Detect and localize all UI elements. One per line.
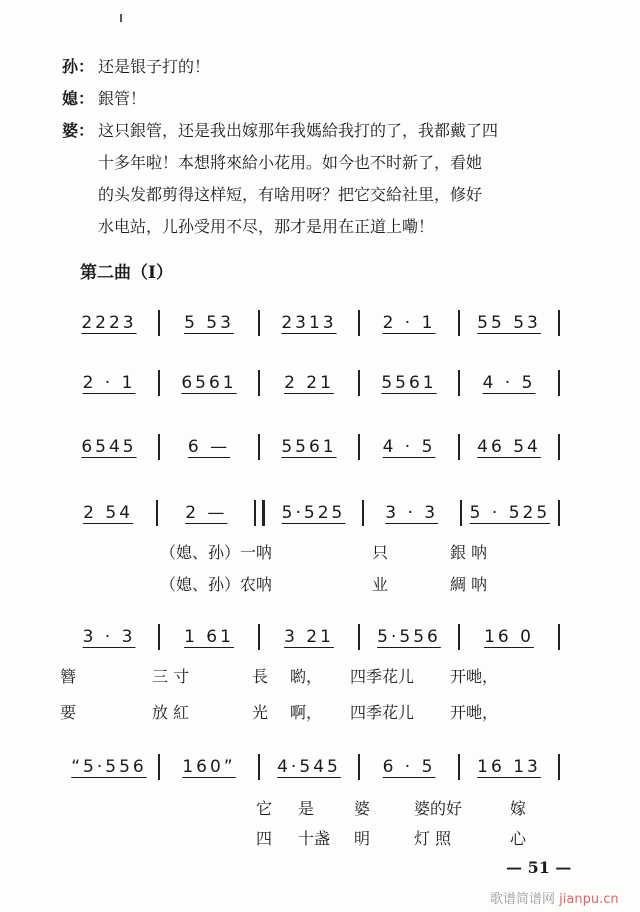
barline bbox=[558, 754, 560, 780]
lyric: 婆的好 bbox=[414, 799, 463, 818]
speaker: 媳： bbox=[62, 89, 95, 108]
score-row bbox=[60, 434, 560, 460]
dialogue-line bbox=[62, 54, 210, 77]
measure: 16 0 bbox=[484, 627, 534, 647]
measure: 6 — bbox=[187, 437, 231, 457]
watermark-cn: 歌谱简谱网 bbox=[490, 892, 556, 907]
lyric: 它 bbox=[256, 799, 273, 818]
lyric: 开哋， bbox=[450, 703, 499, 722]
measure: 2 54 bbox=[83, 503, 134, 523]
line-text: 还是银子打的！ bbox=[98, 57, 211, 76]
score-row bbox=[60, 624, 560, 650]
lyric: 开哋， bbox=[450, 667, 499, 686]
dialogue-line bbox=[62, 118, 498, 141]
score-row bbox=[60, 310, 560, 336]
lyric: 只 bbox=[372, 543, 389, 562]
measure: 2 21 bbox=[284, 373, 334, 393]
measure: 1 61 bbox=[184, 627, 234, 647]
barline bbox=[558, 370, 560, 396]
measure: 16 13 bbox=[477, 757, 541, 777]
lyric: 是 bbox=[298, 799, 315, 818]
speaker: 婆： bbox=[62, 121, 95, 140]
measure: 4 · 5 bbox=[382, 437, 436, 457]
lyric: 綢 呐 bbox=[450, 575, 488, 594]
line-text: 这只銀管，还是我出嫁那年我媽給我打的了，我都戴了四 bbox=[98, 121, 499, 140]
measure: “5·556 bbox=[71, 757, 147, 777]
measure: 2 — bbox=[185, 503, 228, 523]
measure: 6545 bbox=[81, 437, 137, 457]
measure: 55 53 bbox=[477, 313, 541, 333]
measure: 6 · 5 bbox=[382, 757, 436, 777]
measure: 5·556 bbox=[377, 627, 441, 647]
lyric: （媳、孙）一呐 bbox=[160, 543, 273, 562]
repeat-barline bbox=[254, 500, 265, 526]
dialogue-continuation: 十多年啦！本想將來給小花用。如今也不时新了，看她 bbox=[98, 153, 483, 172]
measure: 5·525 bbox=[281, 503, 346, 523]
lyric: 三 寸 bbox=[152, 667, 190, 686]
page-number: — 51 — bbox=[506, 858, 572, 877]
section-title: 第二曲（Ⅰ） bbox=[80, 263, 173, 283]
lyric: 要 bbox=[60, 703, 77, 722]
lyric: 四季花儿 bbox=[350, 667, 415, 686]
measure: 160” bbox=[182, 757, 236, 777]
measure: 3 · 3 bbox=[82, 627, 136, 647]
measure: 4 · 5 bbox=[482, 373, 536, 393]
measure: 2 · 1 bbox=[82, 373, 136, 393]
dialogue-line bbox=[62, 86, 146, 109]
lyric: 明 bbox=[354, 829, 371, 848]
barline bbox=[558, 624, 560, 650]
measure: 4·545 bbox=[277, 757, 341, 777]
lyric: 四季花儿 bbox=[350, 703, 415, 722]
measure: 5561 bbox=[281, 437, 337, 457]
barline bbox=[558, 434, 560, 460]
speaker: 孙： bbox=[62, 57, 95, 76]
watermark-en: jianpu.cn bbox=[559, 892, 619, 907]
dialogue-continuation: 的头发都剪得这样短，有啥用呀？把它交給社里，修好 bbox=[98, 185, 483, 204]
scan-speck bbox=[120, 14, 122, 22]
score-row bbox=[60, 370, 560, 396]
lyric: 長 bbox=[252, 667, 269, 686]
dialogue-continuation: 水电站，儿孙受用不尽，那才是用在正道上嘞！ bbox=[98, 217, 435, 236]
line-text: 銀管！ bbox=[98, 89, 147, 108]
measure: 2223 bbox=[81, 313, 137, 333]
measure: 3 21 bbox=[284, 627, 334, 647]
lyric: 銀 呐 bbox=[450, 543, 488, 562]
lyric: 十盏 bbox=[298, 829, 331, 848]
lyric: 喲， bbox=[290, 667, 323, 686]
measure: 5 · 525 bbox=[469, 503, 551, 523]
lyric: 光 bbox=[252, 703, 269, 722]
lyric: 灯 照 bbox=[414, 829, 452, 848]
measure: 2313 bbox=[281, 313, 337, 333]
barline bbox=[558, 310, 560, 336]
measure: 5561 bbox=[381, 373, 437, 393]
measure: 46 54 bbox=[477, 437, 541, 457]
score-row bbox=[60, 500, 560, 526]
measure: 3 · 3 bbox=[385, 503, 439, 523]
lyric: 啊， bbox=[290, 703, 323, 722]
measure: 2 · 1 bbox=[382, 313, 436, 333]
lyric: 业 bbox=[372, 575, 389, 594]
measure: 6561 bbox=[181, 373, 237, 393]
watermark bbox=[490, 888, 619, 907]
lyric: 簪 bbox=[60, 667, 77, 686]
lyric: 婆 bbox=[354, 799, 371, 818]
lyric: （媳、孙）农呐 bbox=[160, 575, 273, 594]
score-row bbox=[60, 754, 560, 780]
lyric: 嫁 bbox=[510, 799, 527, 818]
barline bbox=[558, 500, 560, 526]
measure: 5 53 bbox=[184, 313, 234, 333]
lyric: 心 bbox=[510, 829, 527, 848]
lyric: 四 bbox=[256, 829, 273, 848]
lyric: 放 紅 bbox=[152, 703, 190, 722]
